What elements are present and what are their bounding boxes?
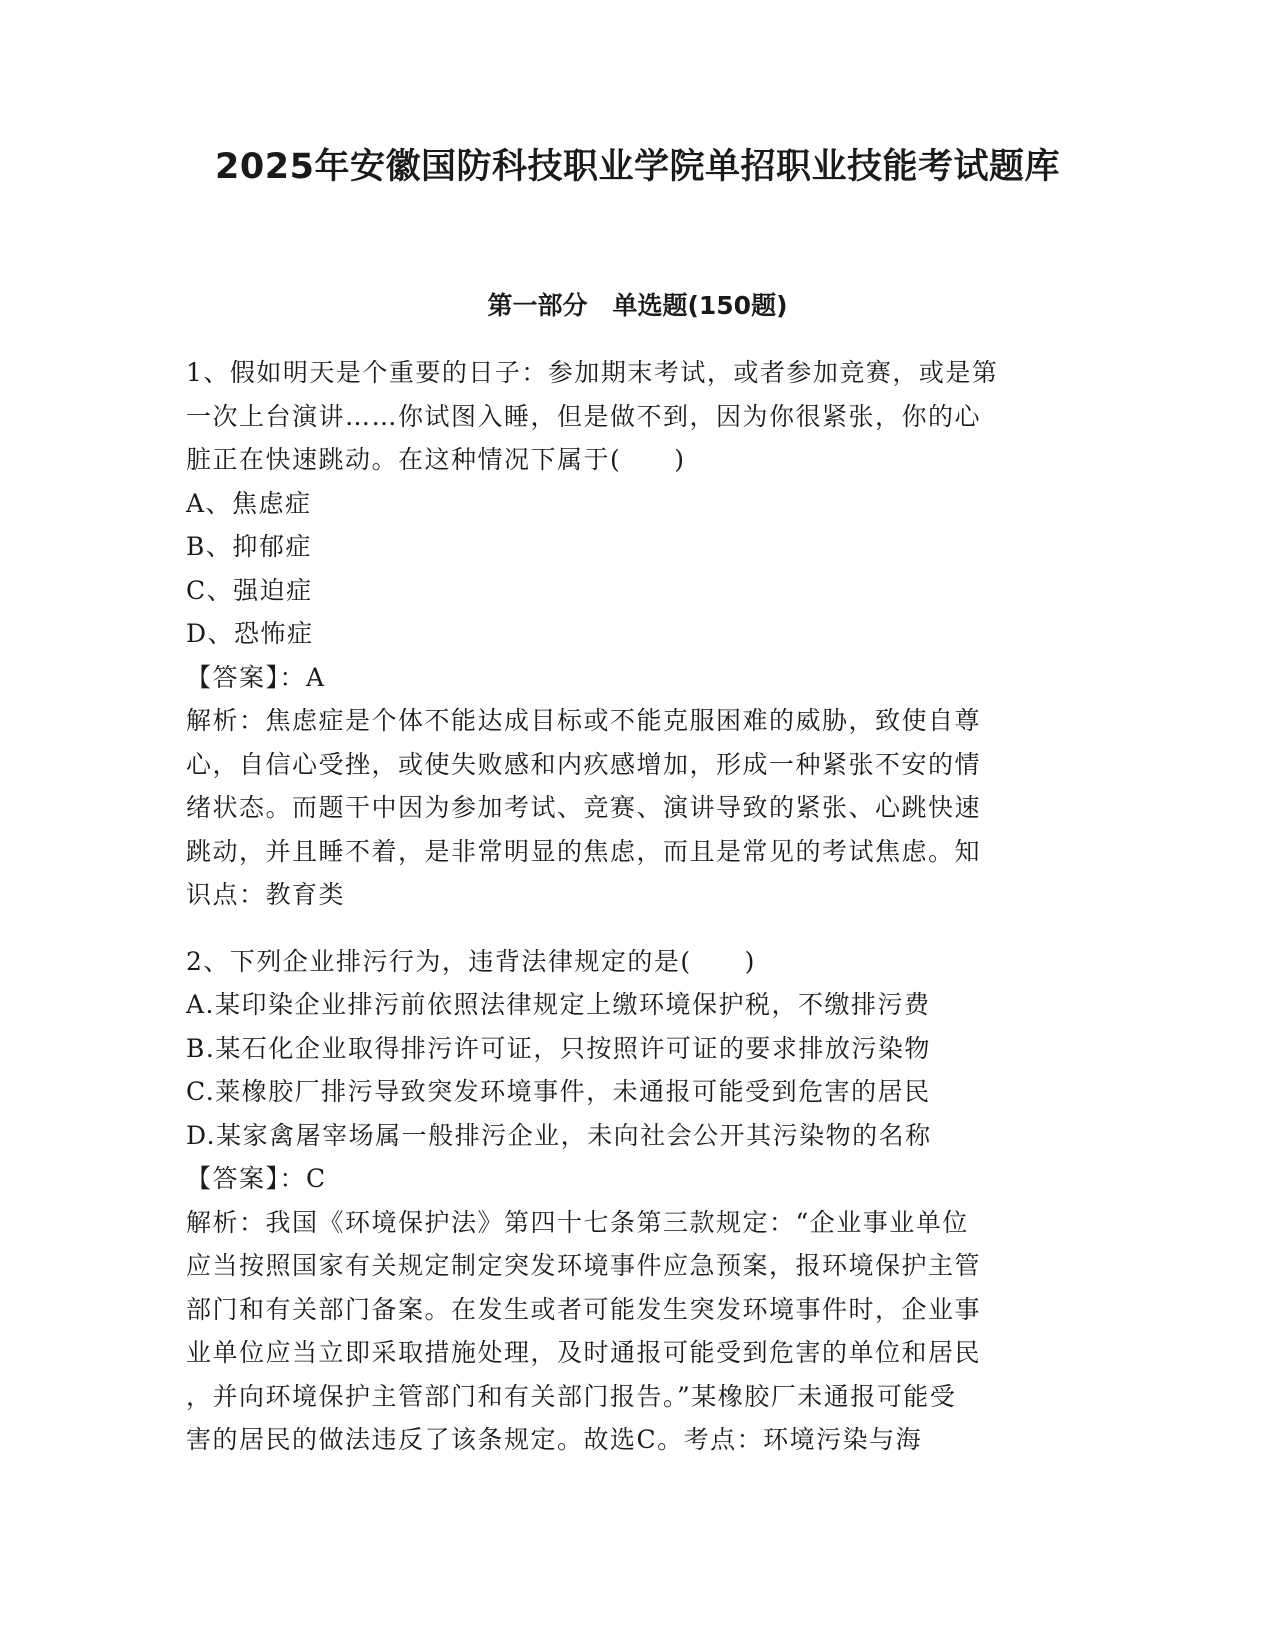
analysis-line: 应当按照国家有关规定制定突发环境事件应急预案，报环境保护主管 [186, 1251, 982, 1280]
questions-list [186, 351, 1066, 1462]
analysis-text [186, 699, 1066, 917]
stem-line: 1、假如明天是个重要的日子：参加期末考试，或者参加竞赛，或是第 [186, 358, 999, 387]
analysis-line: 绪状态。而题干中因为参加考试、竞赛、演讲导致的紧张、心跳快速 [186, 793, 982, 822]
analysis-line: 心，自信心受挫，或使失败感和内疚感增加，形成一种紧张不安的情 [186, 749, 982, 779]
analysis-line: 解析：我国《环境保护法》第四十七条第三款规定：“企业事业单位 [186, 1207, 969, 1237]
option-a: A.某印染企业排污前依照法律规定上缴环境保护税，不缴排污费 [186, 990, 931, 1019]
option-a: A、焦虑症 [186, 488, 312, 518]
option-c: C、强迫症 [186, 575, 313, 605]
analysis-line: 识点：教育类 [186, 880, 346, 909]
option-c: C.莱橡胶厂排污导致突发环境事件，未通报可能受到危害的居民 [186, 1077, 931, 1106]
stem-line: 脏正在快速跳动。在这种情况下属于( ) [186, 445, 686, 474]
analysis-line: 跳动，并且睡不着，是非常明显的焦虑，而且是常见的考试焦虑。知 [186, 836, 982, 866]
question-stem [186, 351, 1066, 482]
answer-label: 【答案】：A [186, 662, 326, 692]
stem-line: 一次上台演讲……你试图入睡，但是做不到，因为你很紧张，你的心 [186, 401, 982, 431]
section-title: 第一部分 单选题(150题) [487, 291, 788, 320]
analysis-line: 解析：焦虑症是个体不能达成目标或不能克服困难的威胁，致使自尊 [186, 706, 982, 735]
question-2 [186, 940, 1066, 1462]
analysis-line: ，并向环境保护主管部门和有关部门报告。”某橡胶厂未通报可能受 [186, 1381, 957, 1411]
document-title: 2025年安徽国防科技职业学院单招职业技能考试题库 [215, 147, 1060, 187]
stem-line: 2、下列企业排污行为，违背法律规定的是( ) [186, 946, 756, 976]
analysis-line: 害的居民的做法违反了该条规定。故选C。考点：环境污染与海 [186, 1425, 923, 1454]
option-d: D、恐怖症 [186, 619, 314, 648]
option-b: B.某石化企业取得排污许可证，只按照许可证的要求排放污染物 [186, 1033, 931, 1063]
option-b: B、抑郁症 [186, 532, 312, 561]
analysis-line: 业单位应当立即采取措施处理，及时通报可能受到危害的单位和居民 [186, 1338, 982, 1367]
analysis-line: 部门和有关部门备案。在发生或者可能发生突发环境事件时，企业事 [186, 1294, 982, 1324]
question-stem [186, 940, 1066, 984]
question-1 [186, 351, 1066, 917]
answer-label: 【答案】：C [186, 1164, 327, 1193]
analysis-text [186, 1201, 1066, 1462]
option-d: D.某家禽屠宰场属一般排污企业，未向社会公开其污染物的名称 [186, 1120, 932, 1150]
